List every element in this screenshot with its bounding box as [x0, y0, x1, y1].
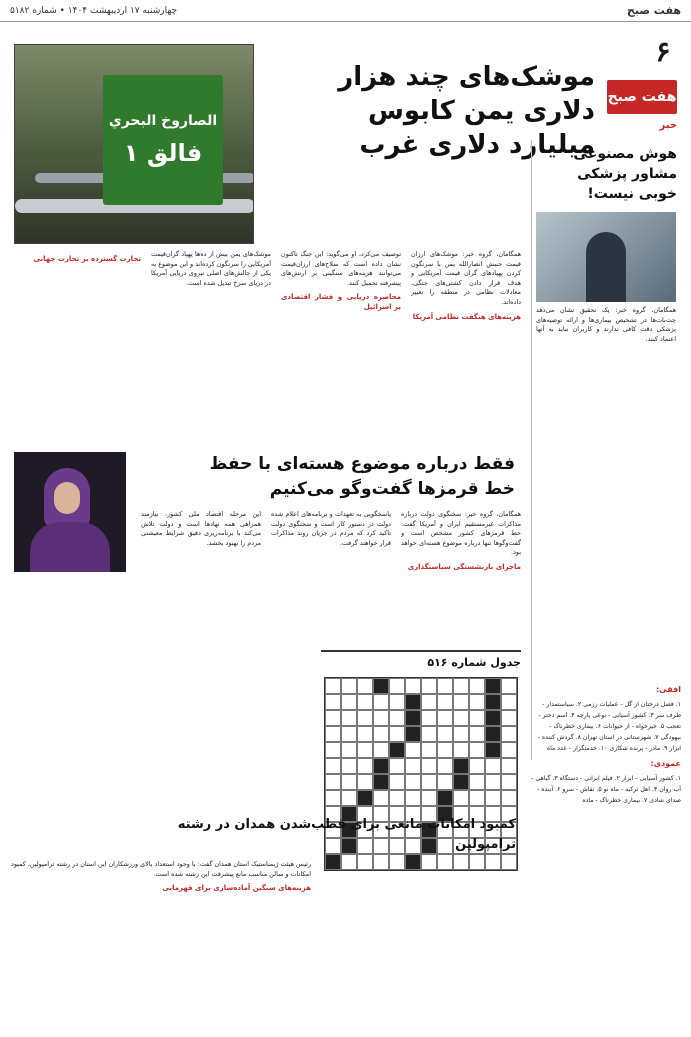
person-figure — [586, 232, 626, 302]
crossword-cell[interactable] — [341, 758, 357, 774]
crossword-cell[interactable] — [389, 710, 405, 726]
crossword-black-cell — [485, 742, 501, 758]
crossword-cell[interactable] — [405, 790, 421, 806]
crossword-cell[interactable] — [437, 694, 453, 710]
page-number: ۶ — [655, 35, 671, 68]
third-headline: کمبود امکانات مانعی برای قطب‌شدن همدان در رشته ترامپولین — [177, 817, 516, 852]
crossword-black-cell — [357, 790, 373, 806]
crossword-black-cell — [453, 758, 469, 774]
crossword-cell[interactable] — [437, 726, 453, 742]
crossword-cell[interactable] — [325, 694, 341, 710]
crossword-clues — [531, 680, 681, 1010]
crossword-cell[interactable] — [389, 726, 405, 742]
second-headline: فقط درباره موضوع هسته‌ای با حفظ خط قرمزها گفت‌وگو می‌کنیم — [209, 454, 515, 499]
crossword-black-cell — [485, 694, 501, 710]
crossword-cell[interactable] — [485, 758, 501, 774]
photo-sign-big: فالق ۱ — [123, 139, 203, 167]
crossword-cell[interactable] — [341, 726, 357, 742]
side-story-text: همگامان، گروه خبر: یک تحقیق نشان می‌دهد چت‌بات‌ها در تشخیص بیماری‌ها و ارائه توصیه‌های پزشکی دقت کافی ندارند و کاربران نباید به آنها اعتماد کنند. — [536, 306, 676, 343]
crossword-cell[interactable] — [357, 758, 373, 774]
side-story — [531, 140, 681, 760]
crossword-cell[interactable] — [485, 854, 501, 870]
crossword-black-cell — [373, 758, 389, 774]
crossword-black-cell — [485, 726, 501, 742]
crossword-cell[interactable] — [421, 758, 437, 774]
crossword-cell[interactable] — [357, 774, 373, 790]
lead-column-3 — [151, 250, 271, 450]
crossword-cell[interactable] — [453, 694, 469, 710]
lead-subhead-3: تجارت گسترده بر تجارت جهانی — [33, 255, 141, 263]
crossword-cell[interactable] — [453, 710, 469, 726]
crossword-cell[interactable] — [469, 742, 485, 758]
crossword-cell[interactable] — [325, 678, 341, 694]
section-label: خبر — [659, 120, 677, 131]
crossword-cell[interactable] — [325, 758, 341, 774]
crossword-cell[interactable] — [453, 742, 469, 758]
crossword-cell[interactable] — [357, 694, 373, 710]
crossword-cell[interactable] — [421, 726, 437, 742]
crossword-cell[interactable] — [389, 854, 405, 870]
crossword-black-cell — [405, 694, 421, 710]
crossword-cell[interactable] — [421, 790, 437, 806]
face-shape — [54, 482, 80, 514]
crossword-black-cell — [485, 678, 501, 694]
second-subhead: ماجرای بازنشستگی سیاستگذاری — [407, 562, 521, 571]
crossword-cell[interactable] — [325, 790, 341, 806]
crossword-cell[interactable] — [373, 790, 389, 806]
crossword-cell[interactable] — [373, 710, 389, 726]
crossword-cell[interactable] — [437, 854, 453, 870]
second-column-3 — [141, 510, 261, 640]
crossword-black-cell — [325, 854, 341, 870]
body-shape — [30, 522, 110, 572]
lead-column-1 — [411, 250, 521, 450]
crossword-cell[interactable] — [501, 790, 517, 806]
crossword-cell[interactable] — [357, 742, 373, 758]
crossword-cell[interactable] — [325, 710, 341, 726]
crossword-cell[interactable] — [373, 854, 389, 870]
crossword-cell[interactable] — [469, 790, 485, 806]
paper-logo: هفت صبح — [607, 80, 677, 114]
crossword-cell[interactable] — [469, 694, 485, 710]
crossword-cell[interactable] — [501, 742, 517, 758]
crossword-cell[interactable] — [469, 726, 485, 742]
crossword-cell[interactable] — [389, 774, 405, 790]
crossword-cell[interactable] — [469, 854, 485, 870]
crossword-cell[interactable] — [341, 678, 357, 694]
crossword-cell[interactable] — [469, 710, 485, 726]
lead-subhead-1: هزینه‌های هنگفت نظامی آمریکا — [412, 312, 521, 321]
lead-text: همگامان، گروه خبر: موشک‌های ارزان قیمت جنبش انصارالله یمن با سرنگون کردن پهپادهای گران قیمت آمریکایی و هدف قرار دادن کشتی‌های جنگی، معادلات نظامی در منطقه را تغییر داده‌اند. — [411, 250, 521, 306]
crossword-cell[interactable] — [453, 726, 469, 742]
crossword-black-cell — [405, 854, 421, 870]
photo-sign — [103, 75, 223, 205]
down-title: عمودی: — [650, 759, 681, 768]
crossword-cell[interactable] — [357, 726, 373, 742]
second-column-1 — [401, 510, 521, 640]
crossword-cell[interactable] — [501, 758, 517, 774]
crossword-cell[interactable] — [421, 694, 437, 710]
crossword-cell[interactable] — [325, 774, 341, 790]
crossword-cell[interactable] — [341, 790, 357, 806]
third-body — [11, 860, 311, 1020]
down-clues: ۱. کشور آسیایی - ابزار ۲. فیلم ایرانی - دستگاه ۳. گیاهی - آب روان ۴. اهل ترکیه - ماه نو ۵. نقاش - سرو ۶. آینده - صدای شادی ۷. بیماری خطرناک - ماده — [531, 775, 681, 804]
lead-text: توصیف می‌کرد، او می‌گوید: این جنگ تاکنون نشان داده است که سلاح‌های ارزان‌قیمت می‌توانند هزینه‌های سنگینی بر ارتش‌های پیشرفته تحمیل کنند. — [281, 250, 401, 287]
crossword-cell[interactable] — [405, 678, 421, 694]
crossword-cell[interactable] — [501, 694, 517, 710]
crossword-cell[interactable] — [373, 742, 389, 758]
crossword-cell[interactable] — [389, 790, 405, 806]
crossword-cell[interactable] — [389, 694, 405, 710]
side-story-title: هوش مصنوعی مشاور پزشکی خوبی نیست! — [573, 146, 677, 202]
crossword-cell[interactable] — [501, 774, 517, 790]
crossword-black-cell — [389, 742, 405, 758]
third-subhead: هزینه‌های سنگین آماده‌سازی برای قهرمانی — [162, 884, 311, 893]
crossword-black-cell — [485, 710, 501, 726]
missile-photo — [14, 44, 254, 244]
crossword-cell[interactable] — [405, 758, 421, 774]
crossword-cell[interactable] — [341, 742, 357, 758]
across-title: افقی: — [655, 685, 681, 694]
crossword-cell[interactable] — [357, 678, 373, 694]
crossword-cell[interactable] — [453, 854, 469, 870]
crossword-black-cell — [453, 774, 469, 790]
lead-headline: موشک‌های چند هزار دلاری یمن کابوس میلیارد دلاری غرب — [338, 62, 595, 160]
second-text: این مرحله اقتصاد ملی کشور، نیازمند همراهی همه نهادها است و دولت تلاش می‌کند با برنامه‌ریزی دقیق شرایط معیشتی مردم را بهبود بخشد. — [141, 510, 261, 547]
crossword-cell[interactable] — [469, 678, 485, 694]
crossword-cell[interactable] — [501, 678, 517, 694]
crossword-cell[interactable] — [405, 742, 421, 758]
crossword-black-cell — [405, 726, 421, 742]
crossword-cell[interactable] — [421, 742, 437, 758]
crossword-title: جدول شماره ۵۱۶ — [427, 656, 521, 669]
crossword-cell[interactable] — [325, 742, 341, 758]
side-story-body — [536, 306, 676, 506]
crossword-cell[interactable] — [389, 678, 405, 694]
crossword-cell[interactable] — [357, 854, 373, 870]
crossword-cell[interactable] — [421, 774, 437, 790]
crossword-cell[interactable] — [501, 854, 517, 870]
crossword-cell[interactable] — [357, 710, 373, 726]
second-text: همگامان، گروه خبر: سخنگوی دولت درباره مذاکرات غیرمستقیم ایران و آمریکا گفت: خط قرمزهای کشور مشخص است و گفت‌وگوها تنها درباره موضوع هسته‌ای خواهد بود. — [401, 510, 521, 557]
third-text: رئیس هیئت ژیمناستیک استان همدان گفت: با وجود استعداد بالای ورزشکاران این استان در رشته ترامپولین، کمبود امکانات و سالن مناسب مانع پیشرفت این رشته شده است. — [11, 860, 311, 878]
crossword-cell[interactable] — [501, 726, 517, 742]
photo-sign-small: الصاروخ البحري — [108, 113, 218, 129]
official-photo — [14, 452, 126, 572]
paper-name: هفت صبح — [626, 4, 681, 17]
crossword-cell[interactable] — [325, 726, 341, 742]
lead-subhead-2: محاصره دریایی و فشار اقتصادی بر اسرائیل — [281, 293, 401, 311]
crossword-black-cell — [373, 678, 389, 694]
second-text: پاسخگویی به تعهدات و برنامه‌های اعلام شده دولت در دستور کار است و سخنگوی دولت تاکید کرد که مردم در جریان روند مذاکرات قرار خواهند گرفت. — [271, 510, 391, 547]
crossword-cell[interactable] — [341, 694, 357, 710]
crossword-cell[interactable] — [341, 774, 357, 790]
page-header — [0, 0, 691, 22]
crossword-cell[interactable] — [437, 710, 453, 726]
crossword-cell[interactable] — [421, 710, 437, 726]
crossword-black-cell — [373, 774, 389, 790]
lead-column-2 — [281, 250, 401, 450]
crossword-cell[interactable] — [437, 742, 453, 758]
crossword-black-cell — [437, 790, 453, 806]
crossword-black-cell — [405, 710, 421, 726]
crossword-cell[interactable] — [437, 774, 453, 790]
crossword-cell[interactable] — [469, 774, 485, 790]
crossword-cell[interactable] — [373, 726, 389, 742]
crossword-cell[interactable] — [421, 854, 437, 870]
crossword-cell[interactable] — [341, 854, 357, 870]
across-clues: ۱. فصل درختان از گل - عملیات رزمی ۲. سیاستمدار - طرف سر ۳. کشور آسیایی - نوعی پارچه ۴. اسم دختر - تعجب ۵. خیرخواه - از حیوانات ۶. بیماری خطرناک - بیهودگی ۷. شهرستانی در استان تهران ۸. گردش کننده - ابزار ۹. مادر - پرنده شکاری ۱۰. خدمتگزار - عدد ماه — [537, 701, 681, 752]
crossword-cell[interactable] — [437, 678, 453, 694]
crossword-cell[interactable] — [501, 710, 517, 726]
crossword-cell[interactable] — [453, 790, 469, 806]
lead-column-4 — [16, 250, 141, 450]
crossword-cell[interactable] — [469, 758, 485, 774]
crossword-cell[interactable] — [421, 678, 437, 694]
lead-text: موشک‌های یمن بیش از ده‌ها پهپاد گران‌قیمت آمریکایی را سرنگون کرده‌اند و این موضوع به یکی از چالش‌های اصلی نیروی دریایی آمریکا در دریای سرخ تبدیل شده است. — [151, 250, 271, 287]
crossword-cell[interactable] — [389, 758, 405, 774]
second-column-2 — [271, 510, 391, 640]
crossword-cell[interactable] — [373, 694, 389, 710]
crossword-cell[interactable] — [485, 790, 501, 806]
crossword-cell[interactable] — [485, 774, 501, 790]
side-story-photo — [536, 212, 676, 302]
crossword-cell[interactable] — [453, 678, 469, 694]
crossword-cell[interactable] — [437, 758, 453, 774]
crossword-cell[interactable] — [341, 710, 357, 726]
crossword-cell[interactable] — [405, 774, 421, 790]
issue-date: چهارشنبه ۱۷ اردیبهشت ۱۴۰۴ • شماره ۵۱۸۲ — [10, 5, 178, 16]
